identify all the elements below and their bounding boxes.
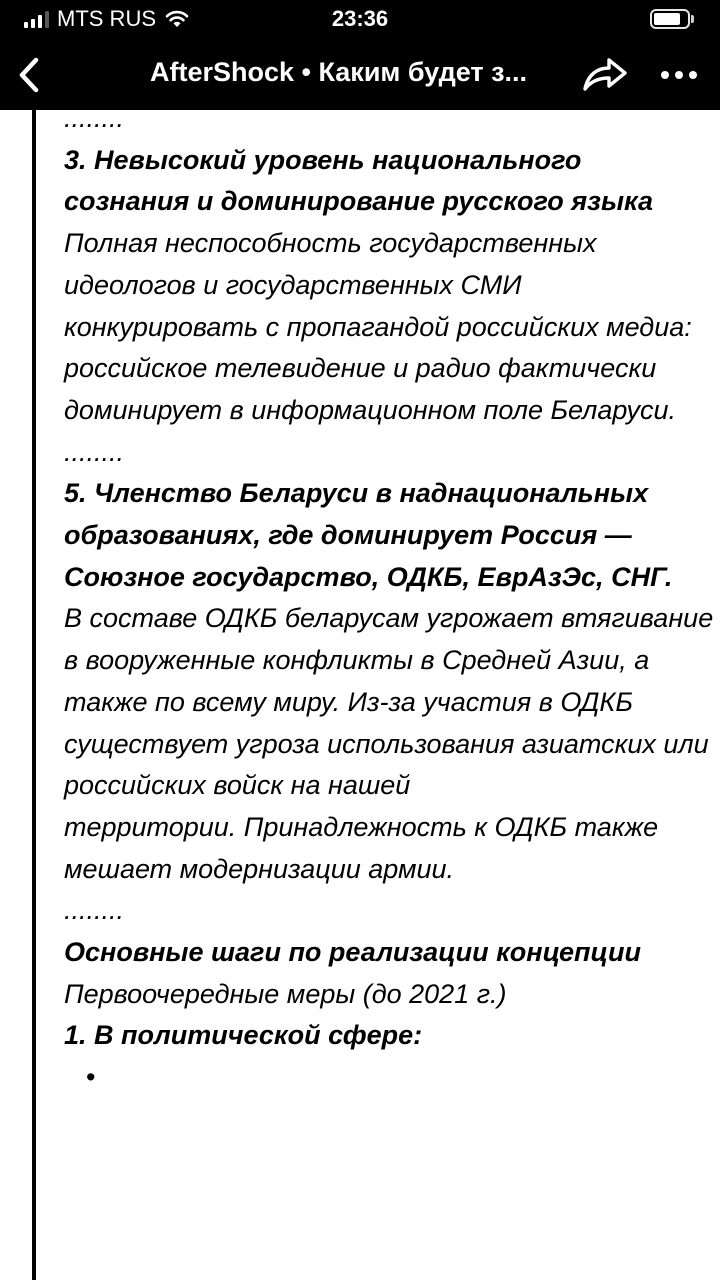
chevron-left-icon xyxy=(6,50,56,100)
article-text xyxy=(64,110,714,1099)
quote-bar xyxy=(32,110,36,1280)
section-5-heading: 5. Членство Беларуси в наднациональных образованиях, где доминирует Россия — Союзное государство, ОДКБ, ЕврАзЭс, СНГ. xyxy=(64,478,673,592)
ellipsis-divider: ........ xyxy=(64,895,125,926)
section-5-body-continued: территории. Принадлежность к ОДКБ также мешает модернизации армии. xyxy=(64,811,659,884)
carrier-label: MTS RUS xyxy=(57,6,156,31)
section-5-body: В составе ОДКБ беларусам угрожает втягивание в вооруженные конфликты в Средней Азии, а также по всему миру. Из-за участия в ОДКБ существует угроза использования азиатских или российских войск на нашей xyxy=(64,603,714,801)
steps-subheading: Первоочередные меры (до 2021 г.) xyxy=(64,978,507,1009)
more-options-button[interactable] xyxy=(652,50,706,100)
steps-heading: Основные шаги по реализации концепции xyxy=(64,937,641,968)
ellipsis-divider: ........ xyxy=(64,436,125,467)
section-3-heading: 3. Невысокий уровень национального сознания и доминирование русского языка xyxy=(64,144,654,217)
ellipsis-divider: ........ xyxy=(64,110,125,133)
back-button[interactable] xyxy=(6,50,56,100)
list-bullet: • xyxy=(86,1062,96,1093)
clock: 23:36 xyxy=(331,6,389,31)
share-arrow-icon xyxy=(578,50,634,100)
section-3-body: Полная неспособность государственных идеологов и государственных СМИ конкурировать с пропагандой российских медиа: российское телевидение и радио фактически доминирует в информационном поле Беларуси. xyxy=(64,228,692,425)
article-content[interactable] xyxy=(0,110,720,1280)
share-button[interactable] xyxy=(578,50,634,100)
more-dots-icon xyxy=(652,50,706,100)
political-heading: 1. В политической сфере: xyxy=(64,1020,423,1051)
page-title: AfterShock • Каким будет з... xyxy=(150,57,528,87)
battery-icon xyxy=(650,9,696,29)
navigation-bar xyxy=(0,40,720,110)
status-bar xyxy=(0,0,720,40)
